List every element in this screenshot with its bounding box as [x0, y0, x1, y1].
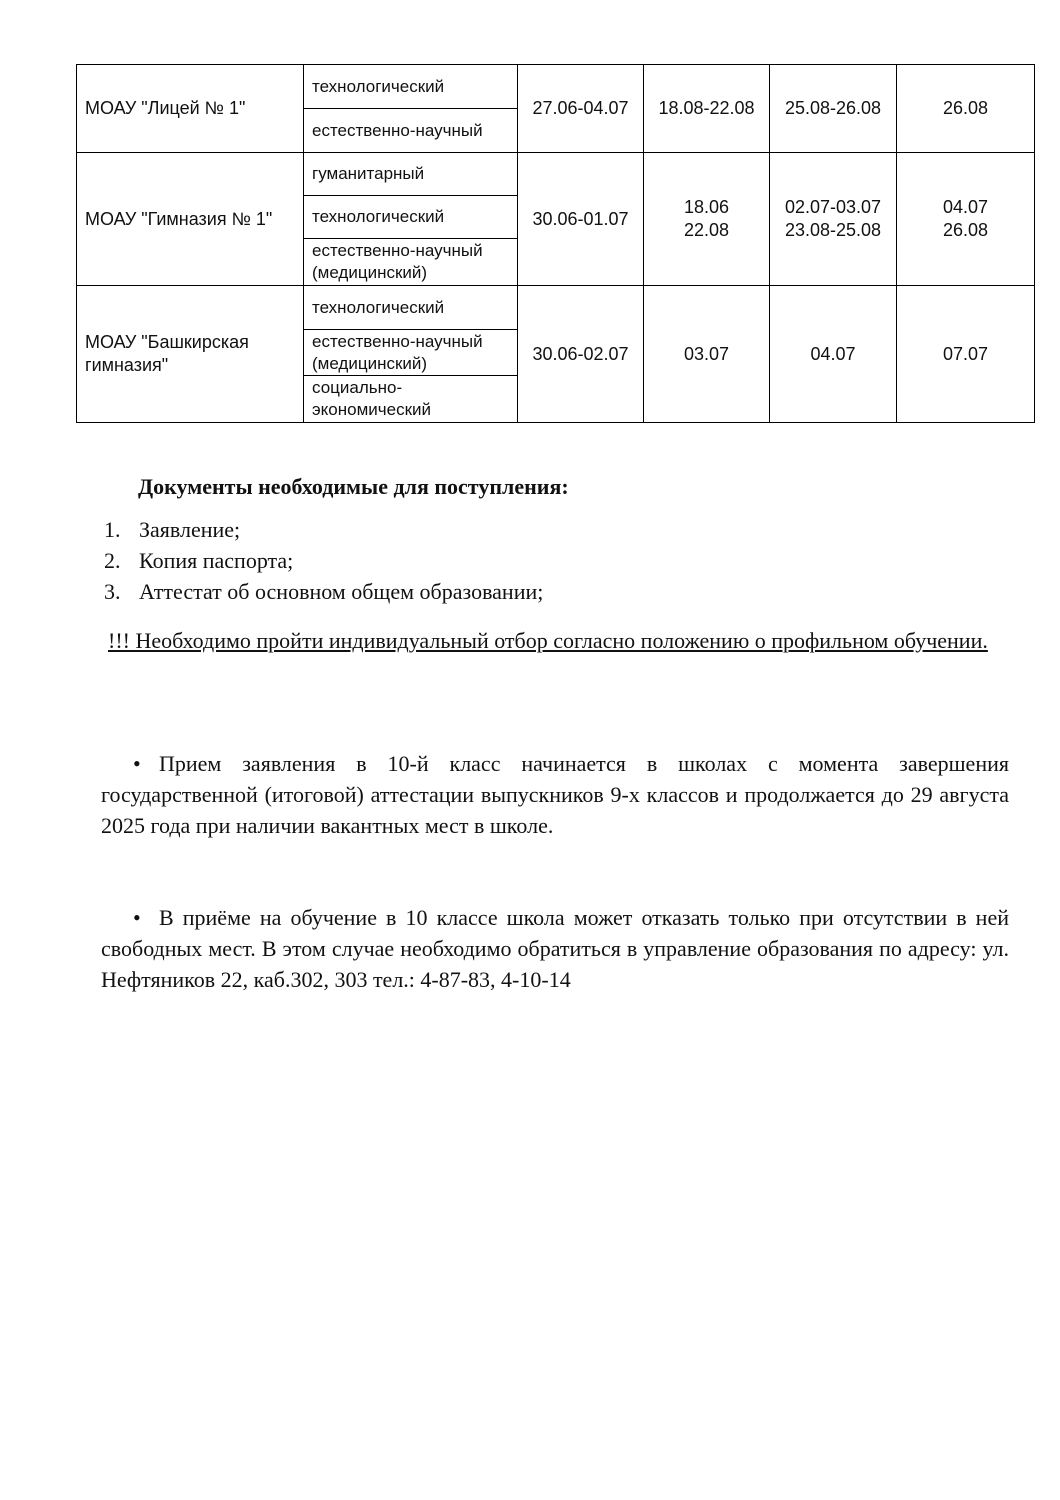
date-cell: 02.07-03.07 23.08-25.08 — [770, 153, 897, 286]
table-row — [77, 65, 1035, 109]
profile-cell: естественно-научный (медицинский) — [304, 330, 518, 376]
selection-note: !!! Необходимо пройти индивидуальный отбор согласно положению о профильном обучении. — [108, 628, 988, 653]
list-item-text: Заявление; — [139, 517, 241, 542]
bullet-icon: • — [133, 751, 141, 776]
date-cell: 04.07 26.08 — [897, 153, 1035, 286]
list-number: 1. — [104, 517, 121, 542]
date-cell: 18.08-22.08 — [644, 65, 770, 153]
list-number: 2. — [104, 548, 121, 573]
profile-cell: естественно-научный (медицинский) — [304, 239, 518, 286]
documents-heading: Документы необходимые для поступления: — [138, 474, 569, 499]
table-row — [77, 153, 1035, 196]
list-item-text: Копия паспорта; — [139, 548, 294, 573]
list-item — [104, 545, 543, 576]
list-item — [104, 514, 543, 545]
list-item — [104, 576, 543, 607]
profile-cell: технологический — [304, 196, 518, 239]
date-cell: 30.06-02.07 — [518, 286, 644, 423]
list-number: 3. — [104, 579, 121, 604]
date-cell: 04.07 — [770, 286, 897, 423]
school-name: МОАУ "Лицей № 1" — [77, 65, 304, 153]
profile-cell: технологический — [304, 286, 518, 330]
paragraph-text: В приёме на обучение в 10 классе школа может отказать только при отсутствии в ней свободных мест. В этом случае необходимо обратиться в управление образования по адресу: ул. Нефтяников 22, каб.302, 303 тел.: 4-87-83, 4-10-14 — [101, 905, 1009, 992]
school-name: МОАУ "Башкирская гимназия" — [77, 286, 304, 423]
list-item-text: Аттестат об основном общем образовании; — [139, 579, 544, 604]
profile-cell: социально-экономический — [304, 376, 518, 423]
date-cell: 25.08-26.08 — [770, 65, 897, 153]
refusal-paragraph — [101, 902, 1009, 995]
bullet-icon: • — [133, 905, 141, 930]
documents-list — [104, 514, 543, 607]
application-period-paragraph — [101, 748, 1009, 841]
table-row — [77, 286, 1035, 330]
profile-cell: технологический — [304, 65, 518, 109]
paragraph-text: Прием заявления в 10-й класс начинается в школах с момента завершения государственной (итоговой) аттестации выпускников 9-х классов и продолжается до 29 августа 2025 года при наличии вакантных мест в школе. — [101, 751, 1009, 838]
date-cell: 26.08 — [897, 65, 1035, 153]
date-cell: 30.06-01.07 — [518, 153, 644, 286]
date-cell: 18.06 22.08 — [644, 153, 770, 286]
date-cell: 07.07 — [897, 286, 1035, 423]
profile-cell: естественно-научный — [304, 109, 518, 153]
school-name: МОАУ "Гимназия № 1" — [77, 153, 304, 286]
admission-schedule-table — [76, 64, 1035, 423]
date-cell: 27.06-04.07 — [518, 65, 644, 153]
date-cell: 03.07 — [644, 286, 770, 423]
profile-cell: гуманитарный — [304, 153, 518, 196]
